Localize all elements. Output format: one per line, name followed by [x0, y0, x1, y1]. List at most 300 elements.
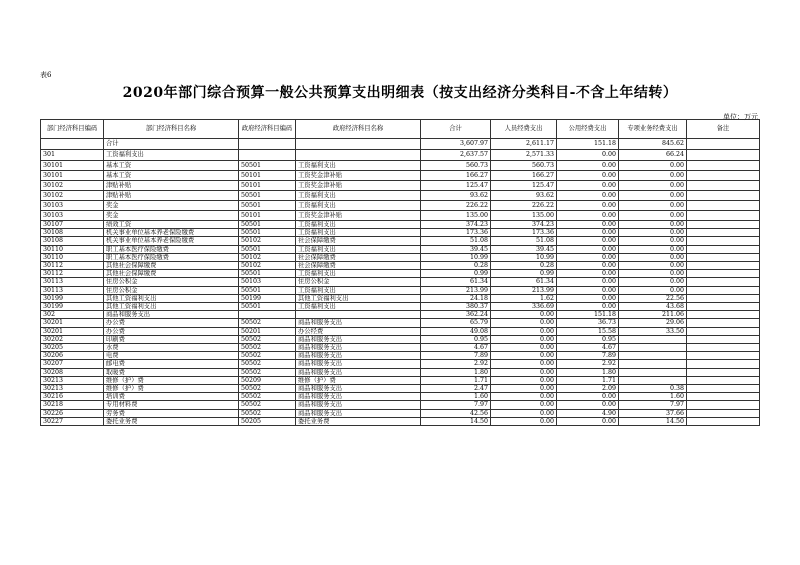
- table-cell: 50199: [239, 294, 296, 302]
- table-cell: 0.00: [557, 278, 619, 286]
- table-cell: 0.00: [491, 335, 557, 343]
- table-cell: 30213: [41, 385, 104, 393]
- table-cell: 42.56: [421, 409, 491, 417]
- table-cell: [239, 139, 296, 150]
- table-cell: 0.00: [491, 393, 557, 401]
- table-cell: 30218: [41, 401, 104, 409]
- table-cell: 0.00: [491, 344, 557, 352]
- table-cell: 奖金: [104, 201, 239, 211]
- table-cell: 30113: [41, 278, 104, 286]
- table-cell: [687, 221, 760, 229]
- table-cell: 0.00: [619, 191, 687, 201]
- table-cell: 其他工资福利支出: [104, 294, 239, 302]
- table-cell: 30201: [41, 327, 104, 335]
- table-row: [41, 150, 760, 161]
- column-header: 政府经济科目名称: [296, 120, 421, 139]
- table-cell: 2.47: [421, 385, 491, 393]
- table-cell: 商品和服务支出: [296, 360, 421, 368]
- table-cell: 50502: [239, 319, 296, 327]
- table-cell: [687, 171, 760, 181]
- table-cell: 工资福利支出: [296, 221, 421, 229]
- table-cell: 维修（护）费: [296, 376, 421, 384]
- table-cell: 50502: [239, 409, 296, 417]
- table-row: [41, 211, 760, 221]
- table-cell: 0.00: [557, 237, 619, 245]
- table-cell: 0.00: [619, 253, 687, 261]
- table-cell: 其他社会保障缴费: [104, 270, 239, 278]
- table-cell: 7.89: [421, 352, 491, 360]
- table-cell: 职工基本医疗保险缴费: [104, 253, 239, 261]
- table-cell: [619, 352, 687, 360]
- table-cell: 商品和服务支出: [296, 352, 421, 360]
- table-cell: 50501: [239, 303, 296, 311]
- table-cell: [687, 270, 760, 278]
- table-cell: 7.97: [619, 401, 687, 409]
- table-cell: 社会保障缴费: [296, 262, 421, 270]
- table-cell: 0.00: [619, 278, 687, 286]
- table-cell: 0.00: [557, 181, 619, 191]
- table-cell: [687, 201, 760, 211]
- table-cell: 39.45: [491, 245, 557, 253]
- table-row: [41, 270, 760, 278]
- table-cell: 0.00: [557, 211, 619, 221]
- budget-table: [40, 119, 760, 426]
- table-cell: [296, 139, 421, 150]
- table-cell: 机关事业单位基本养老保险缴费: [104, 237, 239, 245]
- table-cell: 1.80: [421, 368, 491, 376]
- table-cell: 50501: [239, 245, 296, 253]
- column-header: 合计: [421, 120, 491, 139]
- table-cell: 津贴补贴: [104, 181, 239, 191]
- table-cell: 工资福利支出: [104, 150, 239, 161]
- table-cell: 61.34: [421, 278, 491, 286]
- table-cell: 办公费: [104, 319, 239, 327]
- table-cell: 50501: [239, 191, 296, 201]
- table-cell: [687, 368, 760, 376]
- table-row: [41, 294, 760, 302]
- table-cell: 0.00: [557, 401, 619, 409]
- table-cell: 374.23: [421, 221, 491, 229]
- table-row: [41, 229, 760, 237]
- table-cell: [687, 211, 760, 221]
- table-cell: [687, 335, 760, 343]
- table-row: [41, 344, 760, 352]
- table-cell: 30199: [41, 303, 104, 311]
- table-cell: [687, 262, 760, 270]
- table-cell: 4.67: [421, 344, 491, 352]
- table-cell: 374.23: [491, 221, 557, 229]
- table-cell: 0.00: [557, 270, 619, 278]
- table-cell: 0.00: [491, 327, 557, 335]
- table-cell: 0.00: [557, 191, 619, 201]
- table-cell: 61.34: [491, 278, 557, 286]
- table-cell: 30102: [41, 191, 104, 201]
- table-cell: 362.24: [421, 311, 491, 319]
- table-cell: [687, 360, 760, 368]
- table-cell: 50101: [239, 211, 296, 221]
- table-row: [41, 401, 760, 409]
- table-cell: 213.99: [491, 286, 557, 294]
- table-cell: 301: [41, 150, 104, 161]
- table-cell: [687, 253, 760, 261]
- table-cell: 7.89: [557, 352, 619, 360]
- table-cell: 560.73: [491, 161, 557, 171]
- table-cell: 0.00: [619, 270, 687, 278]
- table-cell: 50502: [239, 401, 296, 409]
- table-cell: 商品和服务支出: [104, 311, 239, 319]
- table-cell: 226.22: [491, 201, 557, 211]
- table-cell: 380.37: [421, 303, 491, 311]
- table-cell: 30213: [41, 376, 104, 384]
- table-cell: 2,611.17: [491, 139, 557, 150]
- table-cell: 0.00: [491, 417, 557, 425]
- table-row: [41, 191, 760, 201]
- table-cell: 30107: [41, 221, 104, 229]
- table-cell: 工资奖金津补贴: [296, 171, 421, 181]
- table-cell: 30108: [41, 229, 104, 237]
- table-cell: 10.99: [421, 253, 491, 261]
- table-cell: 合计: [104, 139, 239, 150]
- table-cell: 0.00: [619, 211, 687, 221]
- table-cell: 50501: [239, 161, 296, 171]
- table-cell: 50501: [239, 229, 296, 237]
- table-cell: 50502: [239, 393, 296, 401]
- table-cell: 商品和服务支出: [296, 319, 421, 327]
- table-cell: 50501: [239, 201, 296, 211]
- table-cell: 43.68: [619, 303, 687, 311]
- table-cell: 125.47: [491, 181, 557, 191]
- table-cell: 工资奖金津补贴: [296, 211, 421, 221]
- table-cell: 维修（护）费: [104, 376, 239, 384]
- table-cell: 226.22: [421, 201, 491, 211]
- table-cell: 845.62: [619, 139, 687, 150]
- table-cell: 50103: [239, 278, 296, 286]
- table-cell: 50205: [239, 417, 296, 425]
- table-cell: 1.62: [491, 294, 557, 302]
- table-row: [41, 368, 760, 376]
- table-cell: 14.50: [619, 417, 687, 425]
- table-cell: 50501: [239, 221, 296, 229]
- table-cell: 30227: [41, 417, 104, 425]
- table-cell: 办公经费: [296, 327, 421, 335]
- column-header: 人员经费支出: [491, 120, 557, 139]
- table-row: [41, 327, 760, 335]
- table-cell: [687, 409, 760, 417]
- table-cell: 151.18: [557, 311, 619, 319]
- table-row: [41, 393, 760, 401]
- table-row: [41, 303, 760, 311]
- table-cell: 商品和服务支出: [296, 335, 421, 343]
- table-cell: 基本工资: [104, 171, 239, 181]
- table-cell: 30102: [41, 181, 104, 191]
- table-cell: 0.38: [619, 385, 687, 393]
- table-cell: [687, 286, 760, 294]
- table-cell: [296, 311, 421, 319]
- table-cell: [687, 278, 760, 286]
- table-cell: 社会保障缴费: [296, 237, 421, 245]
- table-row: [41, 237, 760, 245]
- table-cell: 1.60: [421, 393, 491, 401]
- table-cell: 211.06: [619, 311, 687, 319]
- table-cell: 0.00: [491, 311, 557, 319]
- table-cell: 0.00: [557, 221, 619, 229]
- column-header: 政府经济科目编码: [239, 120, 296, 139]
- table-cell: 51.08: [491, 237, 557, 245]
- table-cell: 0.00: [557, 150, 619, 161]
- table-row: [41, 171, 760, 181]
- table-row: [41, 360, 760, 368]
- table-cell: 0.00: [557, 303, 619, 311]
- table-cell: 135.00: [421, 211, 491, 221]
- table-cell: 0.00: [557, 171, 619, 181]
- table-cell: 专用材料费: [104, 401, 239, 409]
- document-tag: 表6: [40, 71, 52, 79]
- table-cell: [687, 245, 760, 253]
- table-cell: 50501: [239, 270, 296, 278]
- table-cell: 30112: [41, 270, 104, 278]
- table-cell: [687, 181, 760, 191]
- table-cell: 商品和服务支出: [296, 393, 421, 401]
- table-row: [41, 262, 760, 270]
- table-cell: [239, 150, 296, 161]
- table-cell: [619, 368, 687, 376]
- table-cell: 0.00: [491, 385, 557, 393]
- table-row: [41, 181, 760, 191]
- table-cell: 302: [41, 311, 104, 319]
- table-row: [41, 221, 760, 229]
- table-cell: [687, 303, 760, 311]
- table-cell: [687, 417, 760, 425]
- table-cell: 0.00: [491, 401, 557, 409]
- table-cell: 商品和服务支出: [296, 401, 421, 409]
- table-cell: 3,607.97: [421, 139, 491, 150]
- table-cell: 4.67: [557, 344, 619, 352]
- table-row: [41, 335, 760, 343]
- table-cell: 50102: [239, 253, 296, 261]
- table-cell: [687, 161, 760, 171]
- table-cell: 委托业务费: [104, 417, 239, 425]
- table-cell: 0.00: [619, 181, 687, 191]
- table-cell: 0.00: [557, 229, 619, 237]
- table-row: [41, 201, 760, 211]
- page-title: 2020年部门综合预算一般公共预算支出明细表（按支出经济分类科目-不含上年结转）: [122, 85, 678, 101]
- table-cell: 社会保障缴费: [296, 253, 421, 261]
- table-cell: 30206: [41, 352, 104, 360]
- table-cell: 50502: [239, 385, 296, 393]
- table-cell: 135.00: [491, 211, 557, 221]
- table-cell: 30207: [41, 360, 104, 368]
- table-cell: [687, 376, 760, 384]
- table-cell: 33.50: [619, 327, 687, 335]
- table-cell: 0.00: [557, 262, 619, 270]
- table-cell: 30202: [41, 335, 104, 343]
- table-cell: 工资福利支出: [296, 191, 421, 201]
- table-cell: [687, 150, 760, 161]
- table-cell: [687, 344, 760, 352]
- table-cell: 50502: [239, 368, 296, 376]
- table-cell: 39.45: [421, 245, 491, 253]
- table-cell: 工资福利支出: [296, 229, 421, 237]
- table-cell: 0.00: [557, 245, 619, 253]
- table-body: [41, 139, 760, 426]
- table-cell: 50201: [239, 327, 296, 335]
- table-cell: 其他社会保障缴费: [104, 262, 239, 270]
- table-cell: 30226: [41, 409, 104, 417]
- table-cell: 奖金: [104, 211, 239, 221]
- table-cell: 4.90: [557, 409, 619, 417]
- table-cell: 50502: [239, 352, 296, 360]
- table-cell: 30103: [41, 211, 104, 221]
- table-row: [41, 319, 760, 327]
- table-cell: 0.00: [619, 221, 687, 229]
- table-cell: 30101: [41, 171, 104, 181]
- table-cell: 0.00: [619, 245, 687, 253]
- table-cell: 2.92: [421, 360, 491, 368]
- table-cell: 工资福利支出: [296, 161, 421, 171]
- table-cell: 560.73: [421, 161, 491, 171]
- table-row: [41, 139, 760, 150]
- table-cell: 0.00: [491, 352, 557, 360]
- table-cell: 0.00: [619, 171, 687, 181]
- table-cell: 劳务费: [104, 409, 239, 417]
- table-cell: 36.73: [557, 319, 619, 327]
- table-cell: 0.99: [421, 270, 491, 278]
- table-cell: 50502: [239, 335, 296, 343]
- table-cell: 工资福利支出: [296, 303, 421, 311]
- table-row: [41, 352, 760, 360]
- table-cell: 津贴补贴: [104, 191, 239, 201]
- table-cell: 0.00: [491, 360, 557, 368]
- table-cell: 30112: [41, 262, 104, 270]
- table-row: [41, 409, 760, 417]
- table-cell: [619, 344, 687, 352]
- table-cell: 65.79: [421, 319, 491, 327]
- table-cell: 办公费: [104, 327, 239, 335]
- table-cell: 125.47: [421, 181, 491, 191]
- table-cell: 30199: [41, 294, 104, 302]
- table-cell: 其他工资福利支出: [296, 294, 421, 302]
- table-cell: 邮电费: [104, 360, 239, 368]
- table-cell: 0.00: [557, 201, 619, 211]
- table-cell: 0.00: [491, 376, 557, 384]
- table-cell: 0.00: [557, 286, 619, 294]
- table-cell: 2,571.33: [491, 150, 557, 161]
- table-cell: 30208: [41, 368, 104, 376]
- table-cell: 2.09: [557, 385, 619, 393]
- table-cell: 0.99: [491, 270, 557, 278]
- table-cell: [239, 311, 296, 319]
- table-cell: 1.80: [557, 368, 619, 376]
- table-cell: [687, 401, 760, 409]
- table-cell: 213.99: [421, 286, 491, 294]
- table-header-row: [41, 120, 760, 139]
- table-cell: 绩效工资: [104, 221, 239, 229]
- table-cell: 14.50: [421, 417, 491, 425]
- table-cell: [687, 352, 760, 360]
- table-cell: 0.00: [619, 229, 687, 237]
- table-cell: 0.28: [421, 262, 491, 270]
- table-cell: 30108: [41, 237, 104, 245]
- table-cell: [41, 139, 104, 150]
- table-cell: 166.27: [491, 171, 557, 181]
- table-row: [41, 286, 760, 294]
- table-cell: 委托业务费: [296, 417, 421, 425]
- table-row: [41, 245, 760, 253]
- table-cell: 30110: [41, 253, 104, 261]
- column-header: 公用经费支出: [557, 120, 619, 139]
- table-cell: 166.27: [421, 171, 491, 181]
- table-cell: [619, 376, 687, 384]
- table-cell: 51.08: [421, 237, 491, 245]
- table-cell: 0.00: [557, 253, 619, 261]
- table-cell: [687, 385, 760, 393]
- table-cell: 30216: [41, 393, 104, 401]
- table-cell: 水费: [104, 344, 239, 352]
- table-cell: 0.00: [619, 262, 687, 270]
- table-row: [41, 385, 760, 393]
- table-cell: 50101: [239, 181, 296, 191]
- table-cell: 住房公积金: [104, 278, 239, 286]
- table-cell: 商品和服务支出: [296, 344, 421, 352]
- table-cell: 50502: [239, 344, 296, 352]
- table-cell: 50102: [239, 237, 296, 245]
- table-cell: 0.00: [619, 201, 687, 211]
- table-cell: 50209: [239, 376, 296, 384]
- table-cell: 50501: [239, 286, 296, 294]
- table-cell: [687, 237, 760, 245]
- table-cell: 商品和服务支出: [296, 385, 421, 393]
- table-cell: 其他工资福利支出: [104, 303, 239, 311]
- table-cell: 15.58: [557, 327, 619, 335]
- table-cell: 7.97: [421, 401, 491, 409]
- table-cell: 22.56: [619, 294, 687, 302]
- table-cell: [687, 191, 760, 201]
- table-cell: 2.92: [557, 360, 619, 368]
- table-cell: 工资奖金津补贴: [296, 181, 421, 191]
- table-cell: [687, 311, 760, 319]
- table-cell: 30101: [41, 161, 104, 171]
- table-cell: 50502: [239, 360, 296, 368]
- table-cell: 工资福利支出: [296, 270, 421, 278]
- table-cell: [687, 319, 760, 327]
- table-cell: 职工基本医疗保险缴费: [104, 245, 239, 253]
- table-cell: [687, 327, 760, 335]
- table-row: [41, 278, 760, 286]
- table-cell: [619, 360, 687, 368]
- table-cell: 培训费: [104, 393, 239, 401]
- table-cell: 商品和服务支出: [296, 368, 421, 376]
- table-cell: 0.00: [491, 368, 557, 376]
- column-header: 部门经济科目名称: [104, 120, 239, 139]
- table-cell: 取暖费: [104, 368, 239, 376]
- table-cell: 0.00: [557, 417, 619, 425]
- table-cell: [687, 393, 760, 401]
- table-cell: 电费: [104, 352, 239, 360]
- table-cell: 66.24: [619, 150, 687, 161]
- table-cell: 151.18: [557, 139, 619, 150]
- unit-label: 单位：万元: [723, 113, 758, 121]
- table-cell: 30201: [41, 319, 104, 327]
- table-cell: [687, 294, 760, 302]
- column-header: 专项业务经费支出: [619, 120, 687, 139]
- table-cell: 1.71: [557, 376, 619, 384]
- table-cell: [619, 335, 687, 343]
- table-cell: 0.00: [491, 319, 557, 327]
- table-cell: 29.06: [619, 319, 687, 327]
- table-cell: 商品和服务支出: [296, 409, 421, 417]
- table-cell: 49.08: [421, 327, 491, 335]
- table-cell: 173.36: [491, 229, 557, 237]
